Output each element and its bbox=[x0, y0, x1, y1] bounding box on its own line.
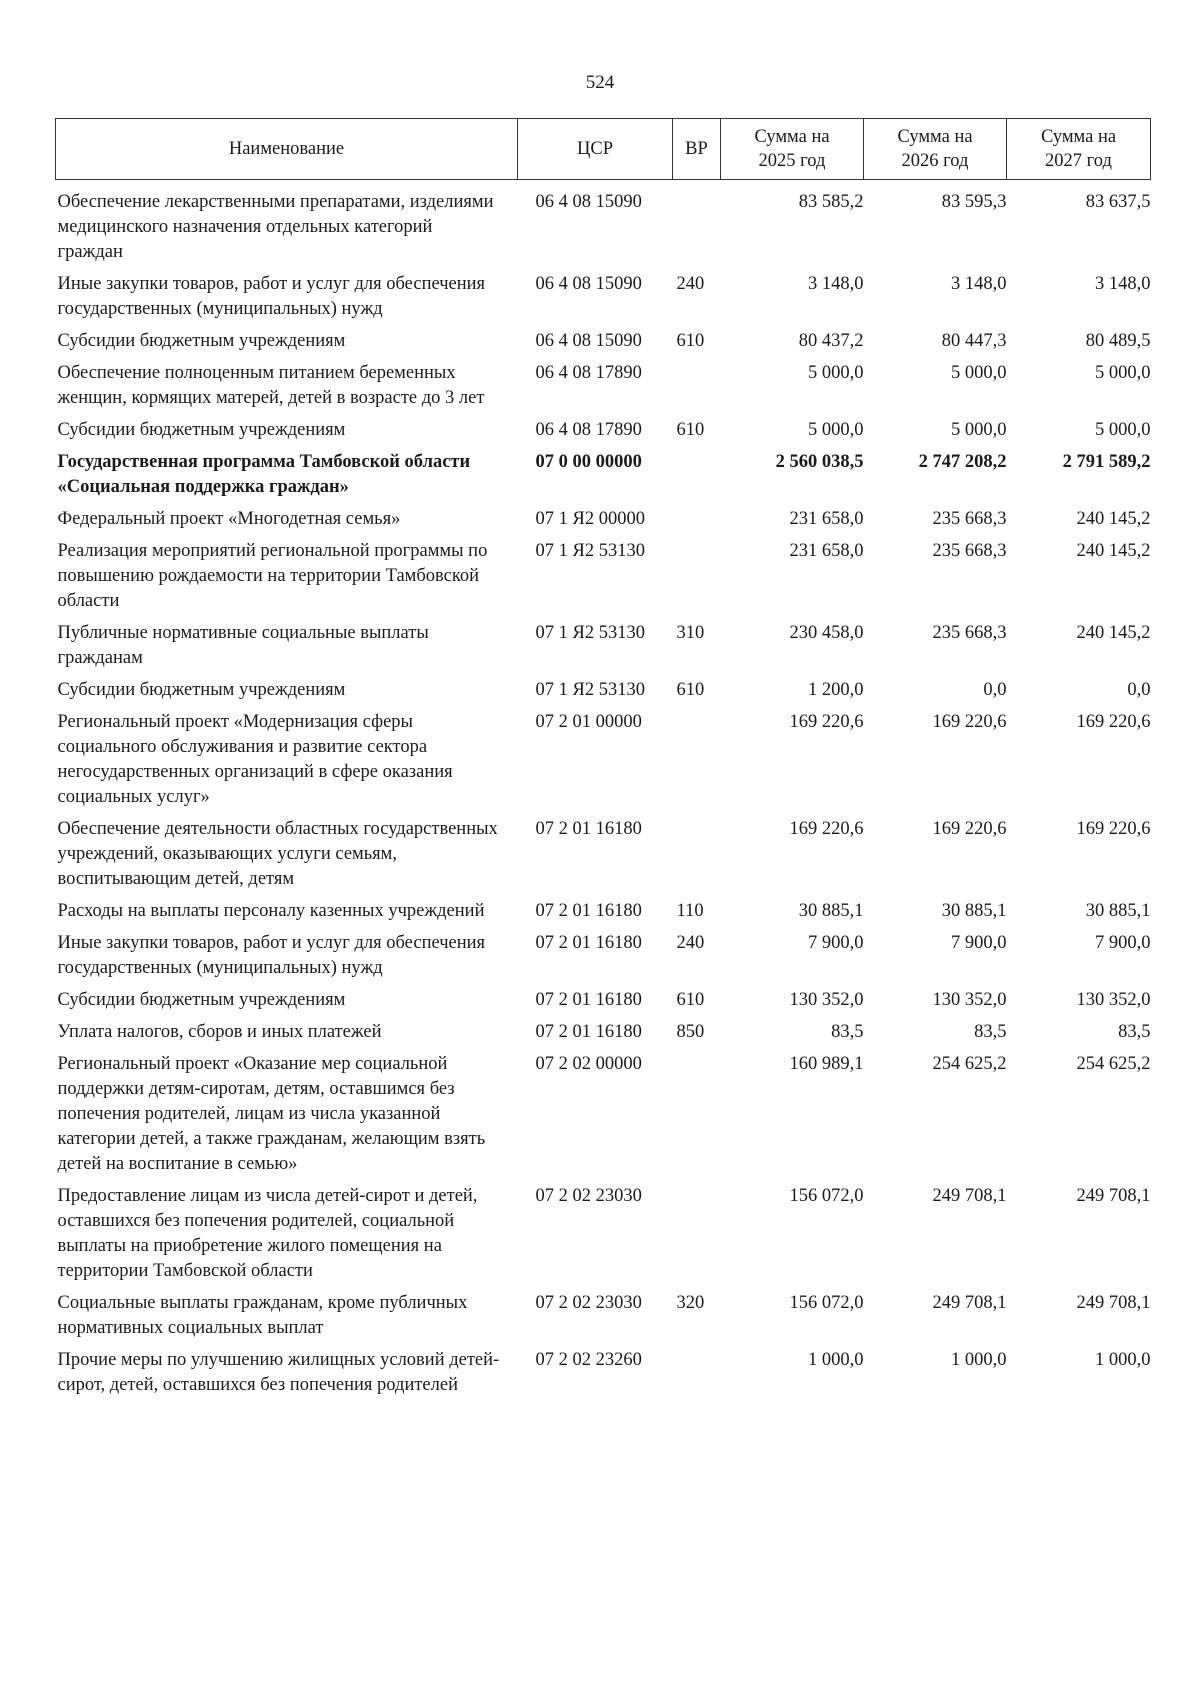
table-row bbox=[56, 272, 1151, 329]
row-sum-2025: 156 072,0 bbox=[789, 1293, 864, 1313]
row-csr: 07 2 02 23260 bbox=[535, 1350, 642, 1370]
row-csr: 06 4 08 17890 bbox=[535, 363, 642, 383]
row-vr bbox=[673, 1052, 721, 1184]
table-row bbox=[56, 361, 1151, 418]
row-name: Иные закупки товаров, работ и услуг для обеспечения государственных (муниципальных) нужд bbox=[57, 933, 486, 978]
row-csr: 07 2 02 23030 bbox=[535, 1293, 642, 1313]
row-sum-2026: 80 447,3 bbox=[941, 331, 1007, 351]
row-sum-2026: 1 000,0 bbox=[951, 1350, 1007, 1370]
row-name: Прочие меры по улучшению жилищных условий детей-сирот, детей, оставшихся без попечения родителей bbox=[57, 1350, 500, 1395]
row-sum-2027: 240 145,2 bbox=[1076, 541, 1151, 561]
row-sum-2026: 30 885,1 bbox=[941, 901, 1007, 921]
row-name: Субсидии бюджетным учреждениям bbox=[57, 420, 346, 440]
row-csr: 07 2 02 00000 bbox=[535, 1054, 642, 1074]
table-row bbox=[56, 710, 1151, 817]
row-name: Региональный проект «Оказание мер социальной поддержки детям-сиротам, детям, оставшимся без попечения родителей, лицам из числа указанной категории детей, а также гражданам, желающим взять детей на воспитание в семью» bbox=[57, 1054, 486, 1174]
row-name: Обеспечение полноценным питанием беременных женщин, кормящих матерей, детей в возрасте до 3 лет bbox=[57, 363, 485, 408]
table-row bbox=[56, 1348, 1151, 1405]
row-vr bbox=[673, 1348, 721, 1405]
row-sum-2025: 83,5 bbox=[831, 1022, 864, 1042]
row-sum-2025: 160 989,1 bbox=[789, 1054, 864, 1074]
row-name: Социальные выплаты гражданам, кроме публичных нормативных социальных выплат bbox=[57, 1293, 468, 1338]
budget-table bbox=[55, 118, 1151, 1405]
row-sum-2025: 130 352,0 bbox=[789, 990, 864, 1010]
row-sum-2025: 169 220,6 bbox=[789, 819, 864, 839]
row-sum-2026: 249 708,1 bbox=[932, 1186, 1007, 1206]
row-sum-2026: 3 148,0 bbox=[951, 274, 1007, 294]
table-row bbox=[56, 1184, 1151, 1291]
table-row bbox=[56, 1291, 1151, 1348]
row-sum-2025: 7 900,0 bbox=[808, 933, 864, 953]
row-sum-2026: 83 595,3 bbox=[941, 192, 1007, 212]
table-row bbox=[56, 1020, 1151, 1052]
row-sum-2027: 30 885,1 bbox=[1085, 901, 1151, 921]
row-sum-2027: 249 708,1 bbox=[1076, 1293, 1151, 1313]
header-sum-2026: Сумма на 2026 год bbox=[864, 119, 1007, 180]
table-row bbox=[56, 621, 1151, 678]
row-csr: 06 4 08 17890 bbox=[535, 420, 642, 440]
header-csr: ЦСР bbox=[518, 119, 673, 180]
row-vr bbox=[673, 507, 721, 539]
row-name: Субсидии бюджетным учреждениям bbox=[57, 990, 346, 1010]
row-csr: 07 1 Я2 53130 bbox=[535, 623, 645, 643]
row-sum-2026: 83,5 bbox=[974, 1022, 1007, 1042]
row-sum-2025: 169 220,6 bbox=[789, 712, 864, 732]
row-sum-2026: 235 668,3 bbox=[932, 623, 1007, 643]
row-vr bbox=[673, 450, 721, 507]
row-vr bbox=[673, 817, 721, 899]
row-name: Реализация мероприятий региональной программы по повышению рождаемости на территории Тамбовской области bbox=[57, 541, 488, 611]
row-sum-2026: 5 000,0 bbox=[951, 420, 1007, 440]
row-vr: 610 bbox=[676, 420, 705, 440]
row-sum-2027: 254 625,2 bbox=[1076, 1054, 1151, 1074]
row-vr: 610 bbox=[676, 331, 705, 351]
row-csr: 07 1 Я2 00000 bbox=[535, 509, 645, 529]
row-sum-2025: 83 585,2 bbox=[798, 192, 864, 212]
row-sum-2025: 5 000,0 bbox=[808, 363, 864, 383]
row-csr: 07 2 01 00000 bbox=[535, 712, 642, 732]
row-sum-2025: 156 072,0 bbox=[789, 1186, 864, 1206]
row-name: Федеральный проект «Многодетная семья» bbox=[57, 509, 401, 529]
header-vr: ВР bbox=[673, 119, 721, 180]
row-sum-2026: 235 668,3 bbox=[932, 541, 1007, 561]
row-vr: 610 bbox=[676, 680, 705, 700]
row-name: Обеспечение лекарственными препаратами, изделиями медицинского назначения отдельных категорий граждан bbox=[57, 192, 494, 262]
row-name: Публичные нормативные социальные выплаты гражданам bbox=[57, 623, 429, 668]
row-vr: 110 bbox=[676, 901, 704, 921]
row-csr: 07 1 Я2 53130 bbox=[535, 680, 645, 700]
row-sum-2027: 240 145,2 bbox=[1076, 623, 1151, 643]
table-row bbox=[56, 418, 1151, 450]
row-sum-2027: 169 220,6 bbox=[1076, 819, 1151, 839]
row-sum-2027: 83 637,5 bbox=[1085, 192, 1151, 212]
row-sum-2025: 1 200,0 bbox=[808, 680, 864, 700]
table-row-program bbox=[56, 450, 1151, 507]
table-row bbox=[56, 817, 1151, 899]
row-sum-2026: 235 668,3 bbox=[932, 509, 1007, 529]
table-row bbox=[56, 678, 1151, 710]
row-sum-2026: 254 625,2 bbox=[932, 1054, 1007, 1074]
row-sum-2026: 169 220,6 bbox=[932, 712, 1007, 732]
row-sum-2026: 249 708,1 bbox=[932, 1293, 1007, 1313]
row-name: Региональный проект «Модернизация сферы социального обслуживания и развитие сектора негосударственных организаций в сфере оказания социальных услуг» bbox=[57, 712, 453, 807]
table-body bbox=[56, 180, 1151, 1406]
row-sum-2026: 5 000,0 bbox=[951, 363, 1007, 383]
row-sum-2025: 231 658,0 bbox=[789, 541, 864, 561]
row-sum-2025: 2 560 038,5 bbox=[775, 452, 864, 472]
page-number: 524 bbox=[585, 72, 615, 93]
row-vr bbox=[673, 1184, 721, 1291]
row-sum-2027: 0,0 bbox=[1127, 680, 1151, 700]
row-vr: 850 bbox=[676, 1022, 705, 1042]
table-row bbox=[56, 931, 1151, 988]
table-header bbox=[56, 119, 1151, 180]
row-sum-2026: 7 900,0 bbox=[951, 933, 1007, 953]
row-sum-2025: 1 000,0 bbox=[808, 1350, 864, 1370]
table-row bbox=[56, 988, 1151, 1020]
row-sum-2027: 2 791 589,2 bbox=[1062, 452, 1151, 472]
row-sum-2027: 5 000,0 bbox=[1095, 420, 1151, 440]
header-sum-2027: Сумма на 2027 год bbox=[1007, 119, 1151, 180]
row-sum-2027: 7 900,0 bbox=[1095, 933, 1151, 953]
row-name: Субсидии бюджетным учреждениям bbox=[57, 680, 346, 700]
row-vr bbox=[673, 361, 721, 418]
row-csr: 06 4 08 15090 bbox=[535, 274, 642, 294]
table-row bbox=[56, 899, 1151, 931]
table-row bbox=[56, 329, 1151, 361]
row-csr: 07 2 01 16180 bbox=[535, 933, 642, 953]
header-sum-2025: Сумма на 2025 год bbox=[721, 119, 864, 180]
row-csr: 07 2 01 16180 bbox=[535, 990, 642, 1010]
row-sum-2025: 3 148,0 bbox=[808, 274, 864, 294]
header-name: Наименование bbox=[56, 119, 518, 180]
row-name: Государственная программа Тамбовской области «Социальная поддержка граждан» bbox=[57, 452, 471, 497]
row-sum-2027: 249 708,1 bbox=[1076, 1186, 1151, 1206]
row-sum-2027: 169 220,6 bbox=[1076, 712, 1151, 732]
row-sum-2026: 2 747 208,2 bbox=[918, 452, 1007, 472]
row-sum-2027: 1 000,0 bbox=[1095, 1350, 1151, 1370]
row-name: Обеспечение деятельности областных государственных учреждений, оказывающих услуги семьям, воспитывающим детей, детям bbox=[57, 819, 498, 889]
row-vr bbox=[673, 180, 721, 273]
row-csr: 06 4 08 15090 bbox=[535, 331, 642, 351]
row-sum-2027: 80 489,5 bbox=[1085, 331, 1151, 351]
row-sum-2026: 130 352,0 bbox=[932, 990, 1007, 1010]
row-vr: 610 bbox=[676, 990, 705, 1010]
table-row bbox=[56, 539, 1151, 621]
row-vr: 240 bbox=[676, 274, 705, 294]
row-sum-2025: 230 458,0 bbox=[789, 623, 864, 643]
row-sum-2027: 3 148,0 bbox=[1095, 274, 1151, 294]
row-csr: 07 2 01 16180 bbox=[535, 819, 642, 839]
row-csr: 07 2 02 23030 bbox=[535, 1186, 642, 1206]
row-name: Предоставление лицам из числа детей-сирот и детей, оставшихся без попечения родителей, социальной выплаты на приобретение жилого помещения на территории Тамбовской области bbox=[57, 1186, 478, 1281]
table-row bbox=[56, 507, 1151, 539]
row-sum-2027: 240 145,2 bbox=[1076, 509, 1151, 529]
row-vr bbox=[673, 539, 721, 621]
row-name: Расходы на выплаты персоналу казенных учреждений bbox=[57, 901, 485, 921]
row-csr: 06 4 08 15090 bbox=[535, 192, 642, 212]
row-sum-2026: 169 220,6 bbox=[932, 819, 1007, 839]
row-sum-2027: 5 000,0 bbox=[1095, 363, 1151, 383]
row-sum-2025: 80 437,2 bbox=[798, 331, 864, 351]
row-sum-2025: 231 658,0 bbox=[789, 509, 864, 529]
row-sum-2027: 83,5 bbox=[1118, 1022, 1151, 1042]
row-sum-2026: 0,0 bbox=[983, 680, 1007, 700]
row-vr: 320 bbox=[676, 1293, 705, 1313]
row-vr bbox=[673, 710, 721, 817]
row-sum-2025: 5 000,0 bbox=[808, 420, 864, 440]
row-csr: 07 2 01 16180 bbox=[535, 1022, 642, 1042]
row-csr: 07 2 01 16180 bbox=[535, 901, 642, 921]
row-csr: 07 1 Я2 53130 bbox=[535, 541, 645, 561]
row-vr: 240 bbox=[676, 933, 705, 953]
row-sum-2025: 30 885,1 bbox=[798, 901, 864, 921]
row-name: Субсидии бюджетным учреждениям bbox=[57, 331, 346, 351]
row-sum-2027: 130 352,0 bbox=[1076, 990, 1151, 1010]
table-row bbox=[56, 180, 1151, 273]
row-csr: 07 0 00 00000 bbox=[535, 452, 642, 472]
row-name: Уплата налогов, сборов и иных платежей bbox=[57, 1022, 382, 1042]
table-row bbox=[56, 1052, 1151, 1184]
row-vr: 310 bbox=[676, 623, 705, 643]
row-name: Иные закупки товаров, работ и услуг для обеспечения государственных (муниципальных) нужд bbox=[57, 274, 486, 319]
